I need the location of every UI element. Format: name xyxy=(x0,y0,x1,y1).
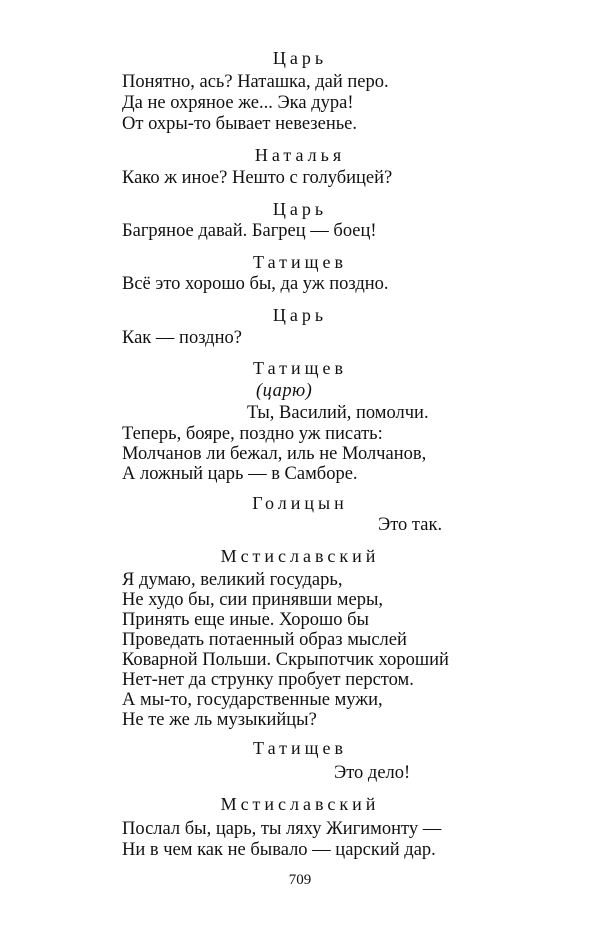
verse-line: Ни в чем как не бывало — царский дар. xyxy=(122,840,436,860)
verse-line: Не худо бы, сии принявши меры, xyxy=(122,590,384,610)
verse-line: Нет-нет да струнку пробует перстом. xyxy=(122,670,414,690)
verse-line: Не те же ль музыкийцы? xyxy=(122,710,317,730)
verse-line: От охры-то бывает невезенье. xyxy=(122,114,357,134)
speaker-tatishchev: Татищев xyxy=(253,252,347,272)
verse-line: Всё это хорошо бы, да уж поздно. xyxy=(122,274,389,294)
page-number: 709 xyxy=(288,872,312,888)
verse-line: Багряное давай. Багрец — боец! xyxy=(122,221,377,241)
verse-line: А ложный царь — в Самборе. xyxy=(122,464,358,484)
speaker-mstislavsky: Мстиславский xyxy=(220,546,380,566)
speaker-tsar: Царь xyxy=(272,305,328,325)
speaker-tsar: Царь xyxy=(272,199,328,219)
verse-line: Это так. xyxy=(378,515,443,535)
speaker-tatishchev: Татищев xyxy=(253,738,347,758)
verse-line: Понятно, ась? Наташка, дай перо. xyxy=(122,72,389,92)
verse-line: Молчанов ли бежал, иль не Молчанов, xyxy=(122,444,427,464)
verse-line: Принять еще иные. Хорошо бы xyxy=(122,610,369,630)
stage-direction: (царю) xyxy=(256,381,313,401)
verse-line: Теперь, бояре, поздно уж писать: xyxy=(122,424,383,444)
speaker-mstislavsky: Мстиславский xyxy=(220,794,380,814)
verse-line: Коварной Польши. Скрыпотчик хороший xyxy=(122,650,449,670)
verse-line: Проведать потаенный образ мыслей xyxy=(122,630,407,650)
verse-line: Да не охряное же... Эка дура! xyxy=(122,93,354,113)
verse-line: Как — поздно? xyxy=(122,328,242,348)
verse-line: Ты, Василий, помолчи. xyxy=(247,403,429,423)
verse-line: Послал бы, царь, ты ляху Жигимонту — xyxy=(122,819,442,839)
speaker-tsar: Царь xyxy=(272,48,328,68)
verse-line: А мы-то, государственные мужи, xyxy=(122,690,383,710)
verse-line: Я думаю, великий государь, xyxy=(122,570,343,590)
verse-line: Како ж иное? Нешто с голубицей? xyxy=(122,168,393,188)
speaker-tatishchev: Татищев xyxy=(253,358,347,378)
speaker-golitsyn: Голицын xyxy=(252,493,348,513)
verse-line: Это дело! xyxy=(334,763,411,783)
speaker-natalya: Наталья xyxy=(254,145,346,165)
